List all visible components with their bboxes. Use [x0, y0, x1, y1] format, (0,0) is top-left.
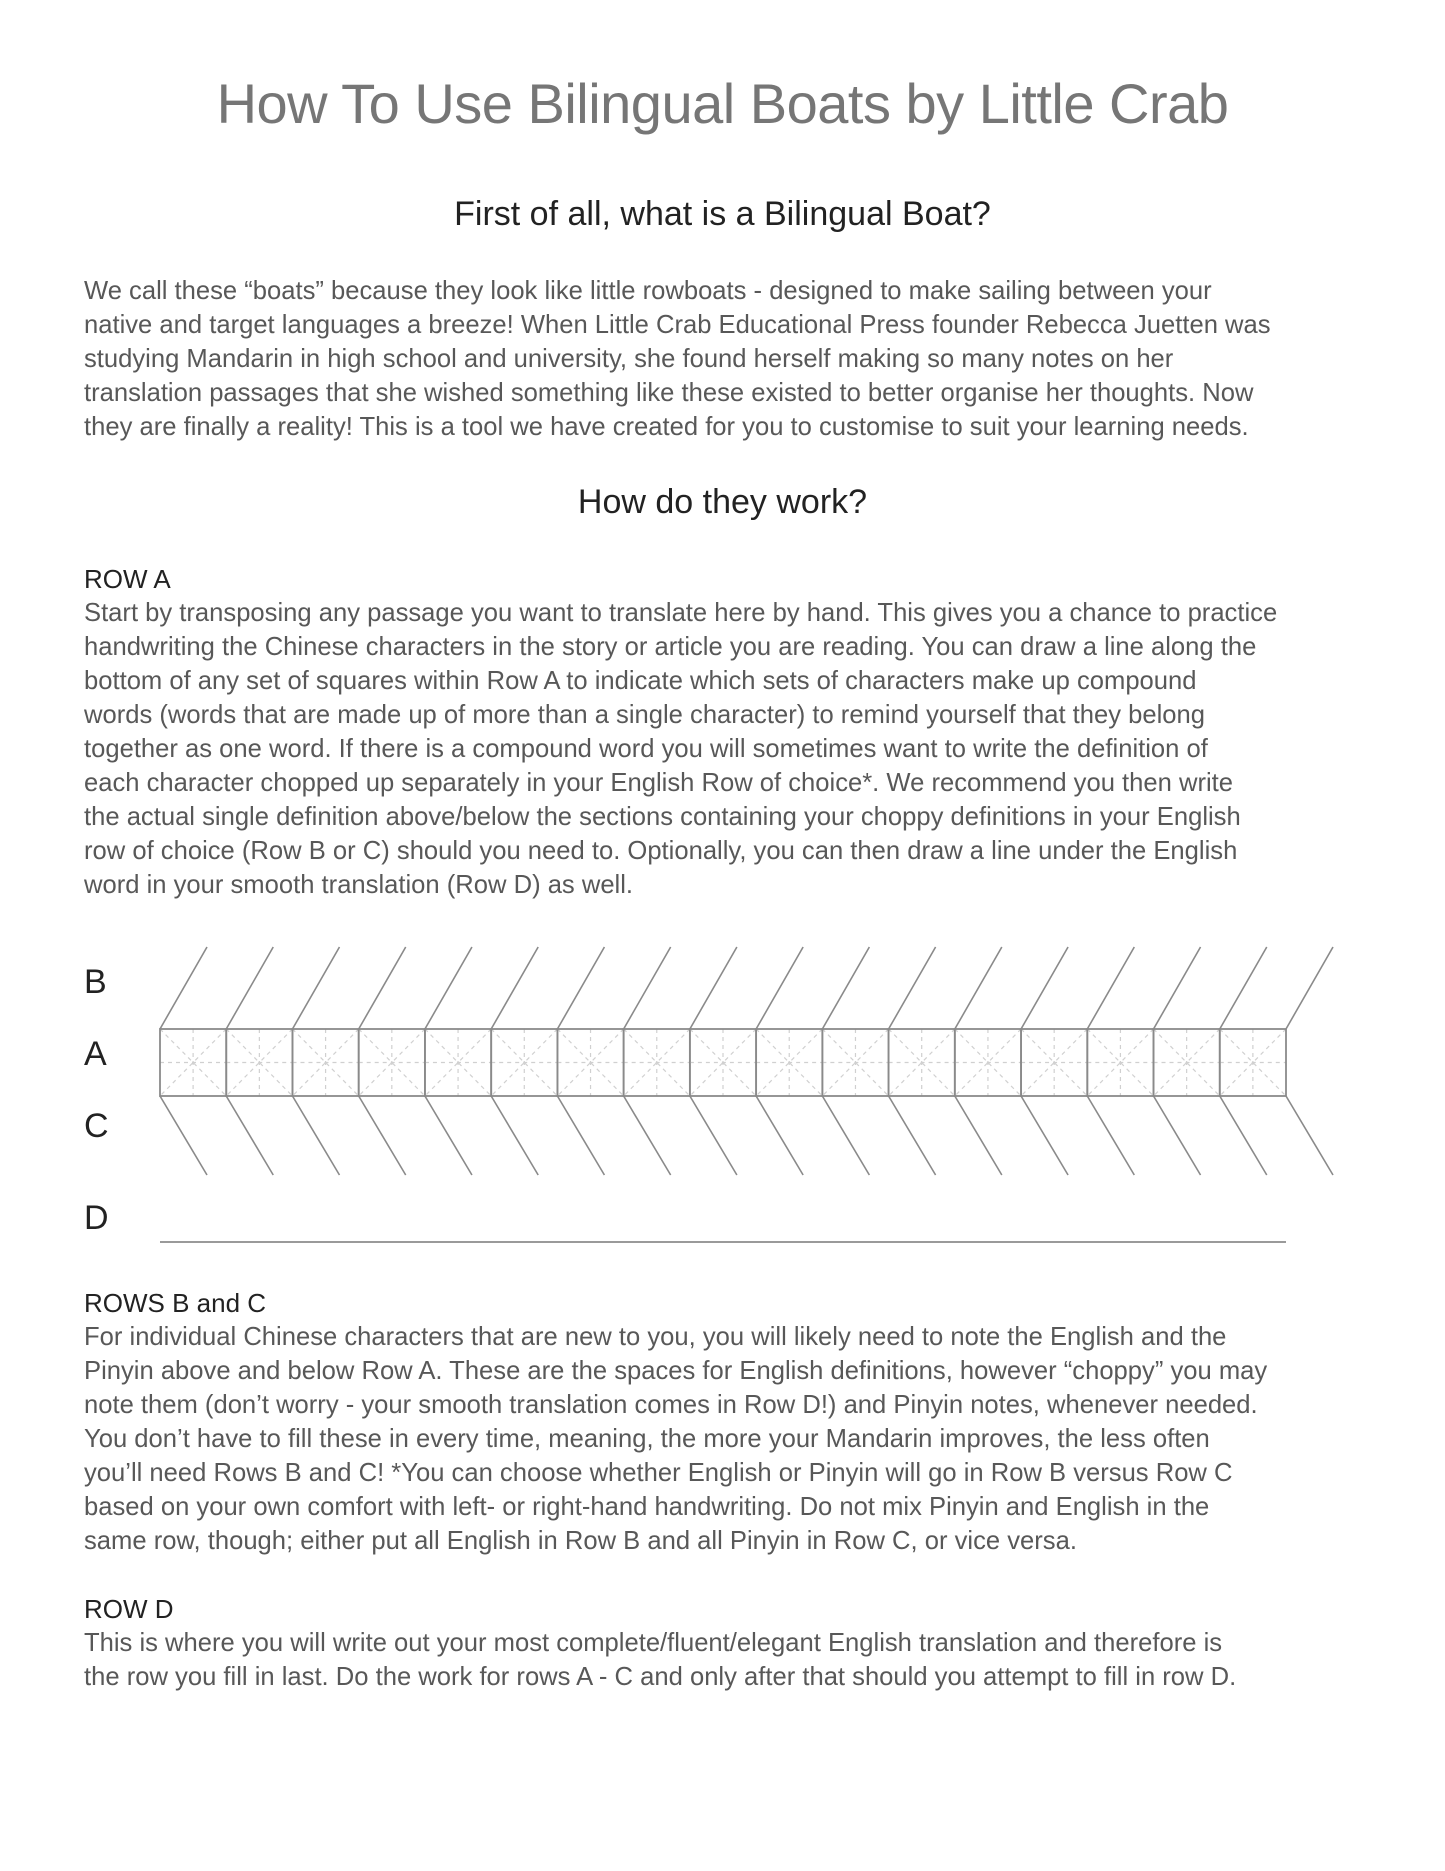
row-c-divider	[624, 1096, 671, 1175]
paragraph-line: same row, though; either put all English in Row B and all Pinyin in Row C, or vice versa.	[84, 1527, 1077, 1555]
row-c-divider	[425, 1096, 472, 1175]
paragraph-line: This is where you will write out your most complete/fluent/elegant English translation and therefore is	[84, 1629, 1223, 1657]
row-label-a: A	[84, 1035, 107, 1073]
paragraph-line: together as one word. If there is a compound word you will sometimes want to write the definition of	[84, 735, 1208, 763]
row-b-divider	[1286, 947, 1333, 1029]
row-b-divider	[557, 947, 604, 1029]
row-label-d: D	[84, 1199, 109, 1237]
row-b-divider	[955, 947, 1002, 1029]
paragraph-line: the actual single definition above/below the sections containing your choppy definitions in your English	[84, 803, 1241, 831]
paragraph-line: You don’t have to fill these in every time, meaning, the more your Mandarin improves, the less often	[84, 1425, 1210, 1453]
row-b-divider	[624, 947, 671, 1029]
paragraph-line: note them (don’t worry - your smooth translation comes in Row D!) and Pinyin notes, whenever needed.	[84, 1391, 1258, 1419]
paragraph-line: the row you fill in last. Do the work for rows A - C and only after that should you attempt to fill in row D.	[84, 1663, 1237, 1691]
row-c-divider	[1021, 1096, 1068, 1175]
row-c-divider	[491, 1096, 538, 1175]
paragraph-line: For individual Chinese characters that are new to you, you will likely need to note the English and the	[84, 1323, 1227, 1351]
row-c-divider	[822, 1096, 869, 1175]
row-b-divider	[1154, 947, 1201, 1029]
row-label-c: C	[84, 1107, 109, 1145]
rows-b-c-heading: ROWS B and C	[84, 1288, 267, 1318]
document-title: How To Use Bilingual Boats by Little Crab	[216, 72, 1229, 135]
row-b-divider	[690, 947, 737, 1029]
row-c-divider	[690, 1096, 737, 1175]
row-b-divider	[359, 947, 406, 1029]
row-b-divider	[226, 947, 273, 1029]
paragraph-line: you’ll need Rows B and C! *You can choose whether English or Pinyin will go in Row B versus Row C	[84, 1459, 1233, 1487]
row-c-divider	[1087, 1096, 1134, 1175]
section-heading-how-work: How do they work?	[577, 483, 868, 521]
paragraph-line: word in your smooth translation (Row D) as well.	[84, 871, 634, 899]
row-c-divider	[160, 1096, 207, 1175]
paragraph-line: based on your own comfort with left- or right-hand handwriting. Do not mix Pinyin and English in the	[84, 1493, 1210, 1521]
row-c-divider	[889, 1096, 936, 1175]
row-c-divider	[756, 1096, 803, 1175]
paragraph-line: Start by transposing any passage you want to translate here by hand. This gives you a chance to practice	[84, 599, 1278, 627]
row-b-divider	[889, 947, 936, 1029]
paragraph-line: We call these “boats” because they look like little rowboats - designed to make sailing between your	[84, 277, 1212, 305]
row-b-divider	[1087, 947, 1134, 1029]
row-c-divider	[1154, 1096, 1201, 1175]
paragraph-line: bottom of any set of squares within Row A to indicate which sets of characters make up compound	[84, 667, 1197, 695]
row-c-divider	[1286, 1096, 1333, 1175]
row-c-divider	[226, 1096, 273, 1175]
paragraph-line: words (words that are made up of more than a single character) to remind yourself that they belong	[84, 701, 1206, 729]
row-d-heading: ROW D	[84, 1594, 174, 1624]
row-b-divider	[160, 947, 207, 1029]
paragraph-line: each character chopped up separately in your English Row of choice*. We recommend you then write	[84, 769, 1234, 797]
paragraph-line: native and target languages a breeze! When Little Crab Educational Press founder Rebecca Juetten was	[84, 311, 1271, 339]
row-c-divider	[359, 1096, 406, 1175]
row-b-divider	[292, 947, 339, 1029]
paragraph-line: translation passages that she wished something like these existed to better organise her thoughts. Now	[84, 379, 1254, 407]
rows-b-c-paragraph	[84, 1320, 1374, 1558]
row-label-b: B	[84, 963, 107, 1001]
section-heading-what-is: First of all, what is a Bilingual Boat?	[454, 195, 991, 233]
paragraph-line: Pinyin above and below Row A. These are the spaces for English definitions, however “choppy” you may	[84, 1357, 1268, 1385]
row-b-divider	[1220, 947, 1267, 1029]
row-c-divider	[1220, 1096, 1267, 1175]
row-b-divider	[822, 947, 869, 1029]
row-d-paragraph	[84, 1626, 1374, 1694]
paragraph-line: handwriting the Chinese characters in the story or article you are reading. You can draw a line along the	[84, 633, 1257, 661]
row-a-heading: ROW A	[84, 564, 171, 594]
row-b-divider	[491, 947, 538, 1029]
paragraph-line: row of choice (Row B or C) should you need to. Optionally, you can then draw a line under the English	[84, 837, 1238, 865]
row-c-divider	[557, 1096, 604, 1175]
paragraph-line: studying Mandarin in high school and university, she found herself making so many notes on her	[84, 345, 1174, 373]
paragraph-line: they are finally a reality! This is a tool we have created for you to customise to suit your learning needs.	[84, 413, 1249, 441]
row-b-divider	[1021, 947, 1068, 1029]
row-b-divider	[425, 947, 472, 1029]
row-c-divider	[955, 1096, 1002, 1175]
row-b-divider	[756, 947, 803, 1029]
row-c-divider	[292, 1096, 339, 1175]
